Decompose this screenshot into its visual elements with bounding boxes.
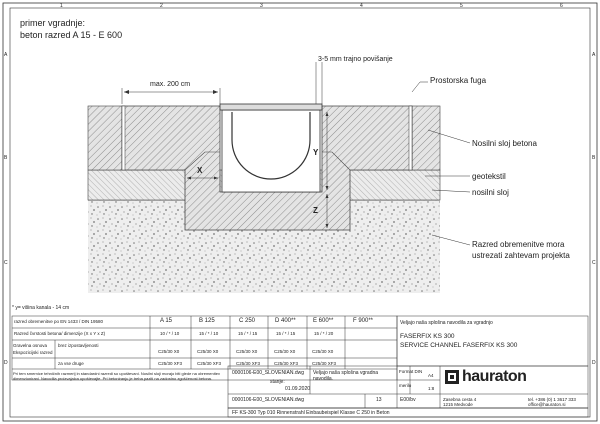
row-letter-a-right: A [592, 52, 596, 58]
row-letter-d-right: D [592, 360, 596, 366]
class-c250: C 250 [239, 318, 256, 324]
drawing-caption: FF KS-300 Typ 010 Rinnenstrahl Einbaubeispiel Klasse C 250 in Beton [232, 410, 390, 416]
right-slab [412, 106, 440, 170]
format-label: Format DIN [399, 369, 423, 374]
callout-joint: Prostorska fuga [430, 76, 487, 85]
col-number-6: 6 [560, 3, 563, 9]
row1-label: Razred čvrstosti betona/ dimenzije (X x Y x Z) [14, 331, 106, 336]
label-z: Z [313, 206, 318, 215]
dim-width-label: max. 200 cm [150, 81, 191, 88]
product-line2: SERVICE CHANNEL FASERFIX KS 300 [400, 342, 518, 349]
drawing-title-line1: primer vgradnje: [20, 18, 86, 28]
col-number-1: 1 [60, 3, 63, 9]
col-number-2: 2 [160, 3, 163, 9]
row2b-b125: C25/30 XF3 [197, 361, 222, 366]
edition: E00/bv [400, 397, 416, 403]
row1-value-a15: 10 / * / 10 [160, 331, 180, 336]
row2-label-b: Ekspozicijski razred [13, 350, 53, 355]
format-value: A4 [428, 373, 434, 378]
left-joint [122, 106, 125, 170]
class-f900: F 900** [353, 318, 374, 324]
row2b-e600: C25/30 XF3 [312, 361, 337, 366]
row-letter-c: C [4, 260, 8, 266]
page-number: 13 [376, 397, 382, 403]
product-line1: FASERFIX KS 300 [400, 333, 455, 340]
class-e600: E 600** [313, 318, 334, 324]
col-number-5: 5 [460, 3, 463, 9]
status-note: Veljajo naša splošna vgradna navodila. [313, 370, 379, 382]
callout-geotextile: geotekstil [472, 172, 506, 181]
status-label: stanje: [270, 379, 285, 385]
row1-value-b125: 15 / * / 10 [199, 331, 219, 336]
email: office@hauraton.si [528, 402, 566, 407]
row2-sub1: brez izpostavljenosti [58, 343, 99, 348]
validity-text: Veljajo naša splošna navodila za vgradnjo [400, 320, 493, 326]
row2a-c250: C25/30 X0 [236, 349, 258, 354]
row2-label-a: Gravelna osnova [13, 343, 48, 348]
scale-label: merilo [399, 383, 412, 388]
callout-load-class-line2: ustrezati zahtevam projekta [472, 251, 570, 260]
class-b125: B 125 [199, 318, 215, 324]
row1-value-c250: 15 / * / 15 [238, 331, 258, 336]
row2a-d400: C25/30 X0 [274, 349, 296, 354]
class-d400: D 400** [275, 318, 296, 324]
row-letter-a: A [4, 52, 8, 58]
row-letter-b: B [4, 155, 8, 161]
col-number-3: 3 [260, 3, 263, 9]
installation-notes: Pri tem smernice tehničnih razmerij in standardni razredi so upoštevani. Nosilni sloji morajo biti glede na obremenitev dimenzionirani. Navodila proizvajalca upoštevajte. Pri betoniranju je treba paziti na zadostno zgoščenost betona. [13, 371, 220, 381]
status-date: 01.09.2020 [285, 386, 311, 392]
joint-leader [412, 82, 420, 92]
row-letter-c-right: C [592, 260, 596, 266]
phone: tel. +386 (0) 1 3617 333 [528, 397, 576, 402]
drawing-number: 0000106-E00_SLOVENIAN.dwg [232, 397, 304, 403]
brand-logo-text: hauraton [462, 368, 527, 385]
grate [220, 104, 322, 110]
row-letter-b-right: B [592, 155, 596, 161]
drawing-number-small: 0000106-E00_SLOVENIAN.dwg [232, 370, 304, 376]
row2a-b125: C25/30 X0 [197, 349, 219, 354]
table-header-left: razred obremenitve po EN 1433 / DIN 19580 [14, 319, 104, 324]
scale-value: 1:8 [428, 386, 435, 391]
row2b-a15: C25/30 XF3 [158, 361, 183, 366]
callout-load-class-line1: Razred obremenitve mora [472, 240, 565, 249]
left-slab [88, 106, 122, 170]
class-a15: A 15 [160, 318, 173, 324]
label-x: X [197, 166, 203, 175]
callout-base-layer: nosilni sloj [472, 188, 509, 197]
address-line1: Zasebna cesta 4 [443, 397, 477, 402]
row2a-e600: C25/30 X0 [312, 349, 334, 354]
right-joint [409, 106, 412, 170]
row2b-d400: C25/30 XF3 [274, 361, 299, 366]
callout-concrete-layer: Nosilni sloj betona [472, 139, 537, 148]
row2a-a15: C25/30 X0 [158, 349, 180, 354]
hauraton-logo-icon [445, 370, 459, 384]
drawing-title-line2: beton razred A 15 - E 600 [20, 30, 123, 40]
footnote: * y= višina kanala - 14 cm [12, 305, 70, 311]
col-number-4: 4 [360, 3, 363, 9]
label-y: Y [313, 148, 319, 157]
row1-value-d400: 15 / * / 15 [276, 331, 296, 336]
address-line2: 1215 Medvode [443, 402, 473, 407]
dim-raise-label: 3-5 mm trajno povišanje [318, 56, 393, 63]
row2b-c250: C25/30 XF3 [236, 361, 261, 366]
row2-sub2: za vse druge [58, 361, 84, 366]
row1-value-e600: 15 / * / 20 [314, 331, 334, 336]
row-letter-d: D [4, 360, 8, 366]
